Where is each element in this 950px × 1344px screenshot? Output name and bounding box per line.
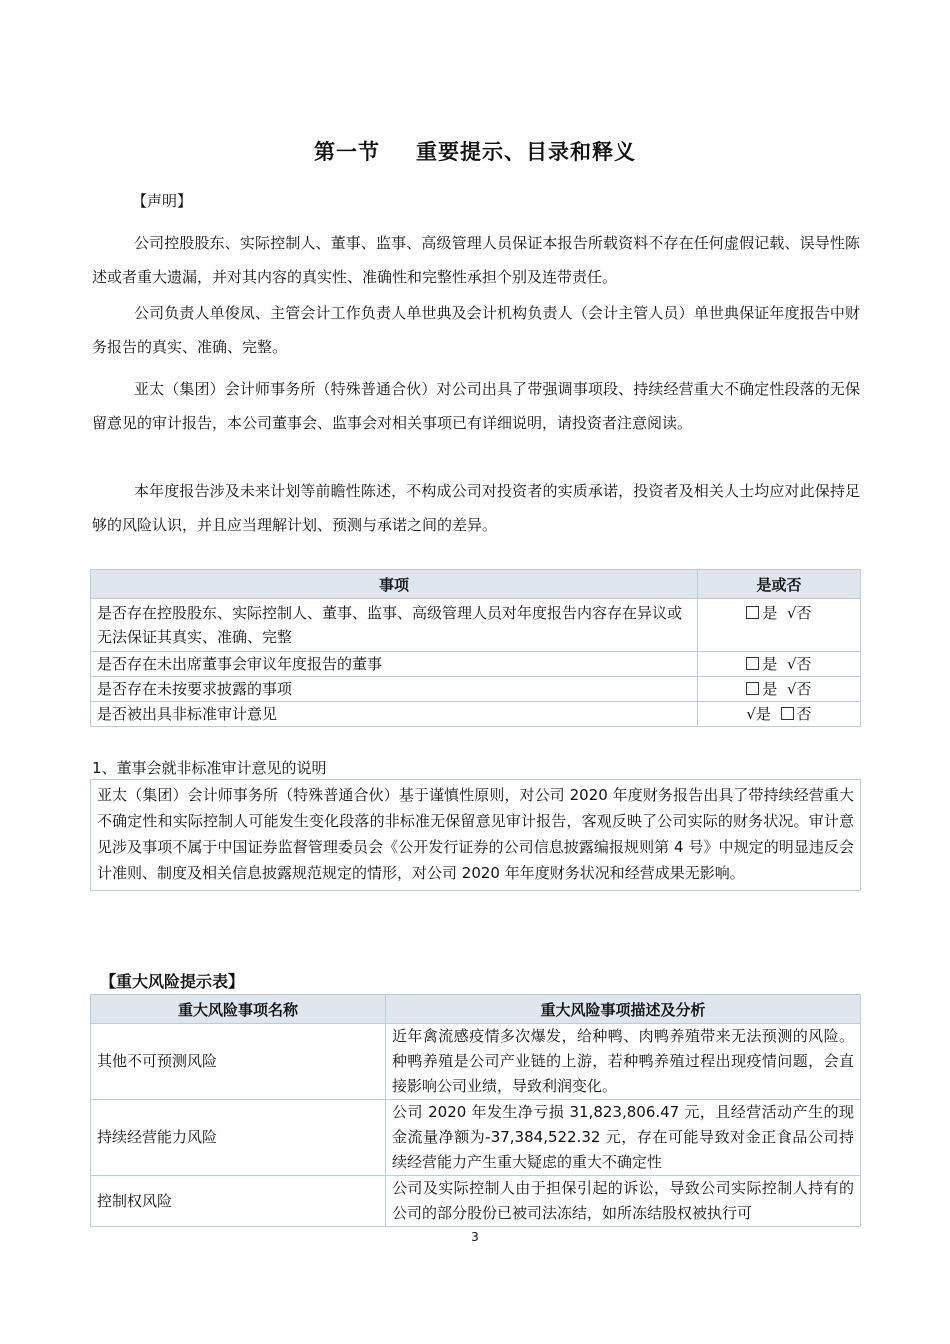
check-mark-icon: √ — [746, 705, 756, 723]
check-mark-icon: √ — [786, 655, 797, 673]
yes-label: 是 — [762, 655, 778, 673]
checkbox-empty-icon — [781, 707, 794, 720]
paragraph-guarantee: 公司控股股东、实际控制人、董事、监事、高级管理人员保证本报告所载资料不存在任何虚假记载、误导性陈述或者重大遗漏，并对其内容的真实性、准确性和完整性承担个别及连带责任。 — [92, 234, 860, 286]
risk-desc: 公司 2020 年发生净亏损 31,823,806.47 元，且经营活动产生的现金流量净额为-37,384,522.32 元，存在可能导致对金正食品公司持续经营能力产生重大疑虑的重大不确定性 — [386, 1100, 861, 1176]
matters-table-header — [91, 570, 861, 599]
section-heading: 重要提示、目录和释义 — [416, 140, 636, 164]
yes-label: 是 — [762, 604, 778, 622]
risk-table-title: 【重大风险提示表】 — [100, 972, 245, 991]
check-mark-icon: √ — [786, 604, 797, 622]
paragraph-forward-looking: 本年度报告涉及未来计划等前瞻性陈述，不构成公司对投资者的实质承诺，投资者及相关人士均应对此保持足够的风险认识，并且应当理解计划、预测与承诺之间的差异。 — [92, 482, 860, 534]
matter-text: 是否存在未按要求披露的事项 — [91, 677, 698, 702]
section-number: 第一节 — [314, 140, 380, 164]
checkbox-empty-icon — [746, 682, 759, 695]
risk-table — [90, 994, 861, 1227]
table-row — [91, 702, 861, 727]
risk-desc: 公司及实际控制人由于担保引起的诉讼，导致公司实际控制人持有的公司的部分股份已被司法冻结，如所冻结股权被执行可 — [386, 1176, 861, 1227]
paragraph-responsible-persons: 公司负责人单俊凤、主管会计工作负责人单世典及会计机构负责人（会计主管人员）单世典保证年度报告中财务报告的真实、准确、完整。 — [92, 304, 860, 356]
yes-label: 是 — [755, 705, 771, 723]
table-row — [91, 1176, 861, 1227]
table-row — [91, 1024, 861, 1100]
header-risk-desc: 重大风险事项描述及分析 — [386, 995, 861, 1024]
table-row — [91, 652, 861, 677]
risk-name: 持续经营能力风险 — [91, 1100, 386, 1176]
answer-cell — [698, 677, 861, 702]
section-title — [0, 136, 950, 166]
checkbox-empty-icon — [746, 657, 759, 670]
table-row — [91, 1100, 861, 1176]
matter-text: 是否存在未出席董事会审议年度报告的董事 — [91, 652, 698, 677]
risk-table-header — [91, 995, 861, 1024]
risk-desc: 近年禽流感疫情多次爆发，给种鸭、肉鸭养殖带来无法预测的风险。种鸭养殖是公司产业链的上游，若种鸭养殖过程出现疫情问题，会直接影响公司业绩，导致利润变化。 — [386, 1024, 861, 1100]
answer-cell — [698, 702, 861, 727]
check-mark-icon: √ — [786, 680, 797, 698]
answer-cell — [698, 599, 861, 652]
no-label: 否 — [796, 680, 812, 698]
board-note-title: 1、董事会就非标准审计意见的说明 — [92, 759, 327, 777]
matter-text: 是否被出具非标准审计意见 — [91, 702, 698, 727]
yes-label: 是 — [762, 680, 778, 698]
risk-name: 控制权风险 — [91, 1176, 386, 1227]
table-row — [91, 599, 861, 652]
header-item: 事项 — [91, 570, 698, 599]
page-number: 3 — [471, 1230, 479, 1244]
table-row — [91, 677, 861, 702]
header-yesno: 是或否 — [698, 570, 861, 599]
no-label: 否 — [796, 655, 812, 673]
header-risk-name: 重大风险事项名称 — [91, 995, 386, 1024]
no-label: 否 — [796, 604, 812, 622]
no-label: 否 — [796, 705, 812, 723]
checkbox-empty-icon — [746, 606, 759, 619]
answer-cell — [698, 652, 861, 677]
declaration-label: 【声明】 — [132, 192, 193, 210]
board-note-text: 亚太（集团）会计师事务所（特殊普通合伙）基于谨慎性原则，对公司 2020 年度财务报告出具了带持续经营重大不确定性和实际控制人可能发生变化段落的非标准无保留意见审计报告，客观反映了公司实际的财务状况。审计意见涉及事项不属于中国证券监督管理委员会《公开发行证券的公司信息披露编报规则第 4 号》中规定的明显违反会计准则、制度及相关信息披露规范规定的情形，对公司 2020 年年度财务状况和经营成果无影响。 — [90, 779, 861, 891]
risk-name: 其他不可预测风险 — [91, 1024, 386, 1100]
matter-text: 是否存在控股股东、实际控制人、董事、监事、高级管理人员对年度报告内容存在异议或无法保证其真实、准确、完整 — [91, 599, 698, 652]
matters-table — [90, 569, 861, 727]
paragraph-audit-opinion: 亚太（集团）会计师事务所（特殊普通合伙）对公司出具了带强调事项段、持续经营重大不确定性段落的无保留意见的审计报告，本公司董事会、监事会对相关事项已有详细说明，请投资者注意阅读。 — [92, 380, 860, 432]
